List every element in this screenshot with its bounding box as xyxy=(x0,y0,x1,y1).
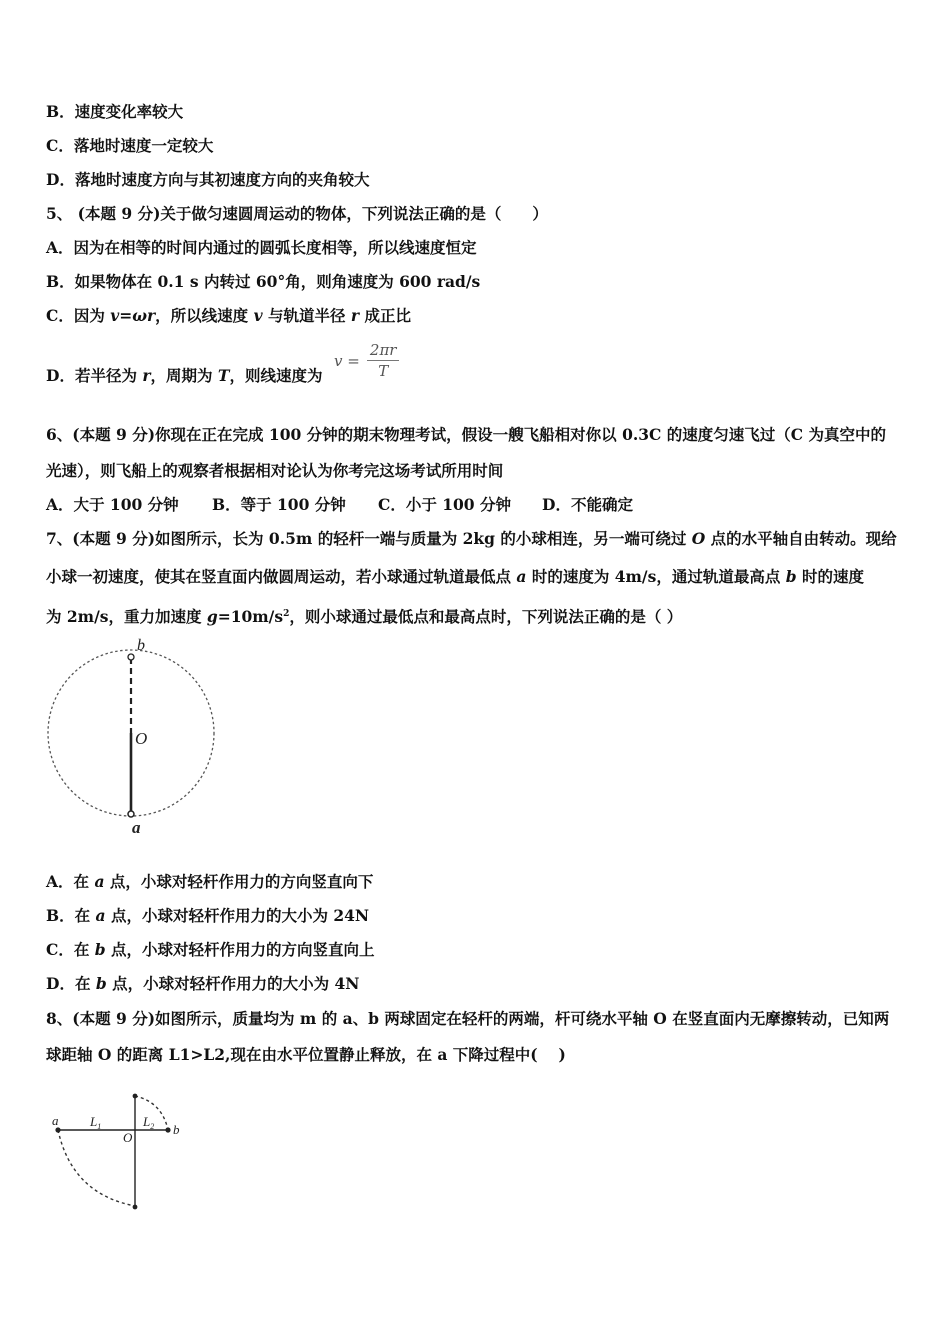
q7-stem-line1-pre: 7、(本题 9 分)如图所示，长为 0.5m 的轻杆一端与质量为 2kg 的小球相连，另一端可绕过 xyxy=(46,529,692,548)
q7-option-a-pt: a xyxy=(94,872,105,891)
q7-stem-line1-O: O xyxy=(691,529,706,548)
ball-b xyxy=(165,1127,170,1132)
q5-option-b: B．如果物体在 0.1 s 内转过 60°角，则角速度为 600 rad/s xyxy=(46,272,481,291)
q7-stem-line3-pre: 为 2m/s，重力加速度 xyxy=(46,607,207,627)
q7-option-c-post: 点，小球对轻杆作用力的方向竖直向上 xyxy=(105,940,375,959)
q5-option-d-r: r xyxy=(142,366,151,385)
q7-stem-line2-b: b xyxy=(785,567,797,586)
q7-option-d-pt: b xyxy=(95,974,107,993)
q6-stem-line2: 光速），则飞船上的观察者根据相对论认为你考完这场考试所用时间 xyxy=(46,461,504,480)
formula-denominator: T xyxy=(378,362,389,380)
q4-option-c: C．落地时速度一定较大 xyxy=(46,136,214,155)
q7-stem-line1-post: 点的水平轴自由转动。现给 xyxy=(705,529,897,548)
label-L1-main: L xyxy=(90,1114,98,1129)
q7-option-c-pt: b xyxy=(94,940,106,959)
label-L2-sub: 2 xyxy=(150,1122,155,1131)
q5-option-c-pre: C．因为 xyxy=(46,306,111,325)
q7-stem-line3-mid: =10m/s xyxy=(217,607,284,627)
label-O: O xyxy=(123,1130,133,1145)
label-a: a xyxy=(52,1113,59,1128)
q5-option-c xyxy=(46,305,411,327)
q6-options xyxy=(46,494,633,516)
q5-stem: 5、 (本题 9 分)关于做匀速圆周运动的物体，下列说法正确的是（ ） xyxy=(46,204,548,223)
ball-a xyxy=(55,1127,60,1132)
q8-stem-line1: 8、(本题 9 分)如图所示，质量均为 m 的 a、b 两球固定在轻杆的两端，杆可绕水平轴 O 在竖直面内无摩擦转动，已知两 xyxy=(46,1009,890,1028)
q7-option-a-pre: A．在 xyxy=(46,872,95,891)
label-L1 xyxy=(89,1114,101,1131)
label-b: b xyxy=(137,637,145,654)
q6-option-a: A．大于 100 分钟 xyxy=(46,495,179,514)
label-L1-sub: 1 xyxy=(97,1122,102,1131)
label-b: b xyxy=(173,1122,180,1137)
q5-option-c-post: 成正比 xyxy=(359,306,411,325)
q4-option-b: B．速度变化率较大 xyxy=(46,102,184,121)
label-a: a xyxy=(132,818,141,837)
ball-b-top-position xyxy=(133,1094,138,1099)
ball-a-bottom-position xyxy=(133,1205,138,1210)
q5-option-a: A．因为在相等的时间内通过的圆弧长度相等，所以线速度恒定 xyxy=(46,238,477,257)
formula-fraction xyxy=(367,341,400,380)
q8-rod-figure xyxy=(44,1088,194,1218)
q7-stem-line2 xyxy=(46,566,864,588)
q7-option-b-pre: B．在 xyxy=(46,906,96,925)
q7-stem-line3 xyxy=(46,603,682,628)
q5-option-d-T: T xyxy=(217,366,230,385)
q7-stem-line3-g: g xyxy=(206,607,218,627)
q7-stem-line2-mid: 时的速度为 4m/s，通过轨道最高点 xyxy=(526,567,786,586)
point-b-marker xyxy=(128,654,134,660)
q7-option-c xyxy=(46,939,374,961)
q7-option-c-pre: C．在 xyxy=(46,940,95,959)
q7-option-d xyxy=(46,973,359,995)
q7-stem-line2-post: 时的速度 xyxy=(796,567,864,586)
label-L2 xyxy=(142,1114,154,1131)
q6-option-d: D．不能确定 xyxy=(542,495,633,514)
label-O: O xyxy=(135,729,148,748)
q5-option-c-mid2: 与轨道半径 xyxy=(262,306,351,325)
q7-option-d-pre: D．在 xyxy=(46,974,96,993)
formula-lhs: v = xyxy=(334,351,360,370)
q7-option-b xyxy=(46,905,369,927)
q5-option-c-mid1: ，所以线速度 xyxy=(155,306,254,325)
q7-stem-line3-post: ，则小球通过最低点和最高点时，下列说法正确的是（ ） xyxy=(289,607,683,627)
q6-stem-line1: 6、(本题 9 分)你现在正在完成 100 分钟的期末物理考试，假设一艘飞船相对你以 0.3C 的速度匀速飞过（C 为真空中的 xyxy=(46,425,887,444)
q5-option-d-post: ，则线速度为 xyxy=(229,366,323,385)
q7-stem-line2-pre: 小球一初速度，使其在竖直面内做圆周运动，若小球通过轨道最低点 xyxy=(46,567,517,586)
q5-option-d-pre: D．若半径为 xyxy=(46,366,143,385)
q7-circle-figure xyxy=(40,632,230,838)
q6-option-b: B．等于 100 分钟 xyxy=(212,495,346,514)
q5-option-c-formula: v=ωr xyxy=(110,306,156,325)
q7-stem-line1 xyxy=(46,528,897,550)
q7-option-b-pt: a xyxy=(95,906,106,925)
q7-option-b-post: 点，小球对轻杆作用力的大小为 24N xyxy=(105,906,370,925)
q5-velocity-formula xyxy=(334,341,399,380)
q5-option-c-r: r xyxy=(350,306,360,325)
q5-option-c-v: v xyxy=(253,306,263,325)
q4-option-d: D．落地时速度方向与其初速度方向的夹角较大 xyxy=(46,170,370,189)
q8-stem-line2: 球距轴 O 的距离 L1>L2,现在由水平位置静止释放，在 a 下降过程中( ) xyxy=(46,1045,566,1064)
q7-option-a xyxy=(46,871,373,893)
q6-option-c: C．小于 100 分钟 xyxy=(378,495,511,514)
q5-option-d-mid: ，周期为 xyxy=(150,366,218,385)
q7-option-d-post: 点，小球对轻杆作用力的大小为 4N xyxy=(106,974,360,993)
q7-stem-line2-a: a xyxy=(516,567,527,586)
label-L2-main: L xyxy=(143,1114,151,1129)
q7-stem-line3-sup: 2 xyxy=(283,609,290,619)
q7-option-a-post: 点，小球对轻杆作用力的方向竖直向下 xyxy=(104,872,374,891)
point-a-marker xyxy=(128,811,134,817)
formula-numerator: 2πr xyxy=(367,341,400,361)
q5-option-d xyxy=(46,365,322,387)
